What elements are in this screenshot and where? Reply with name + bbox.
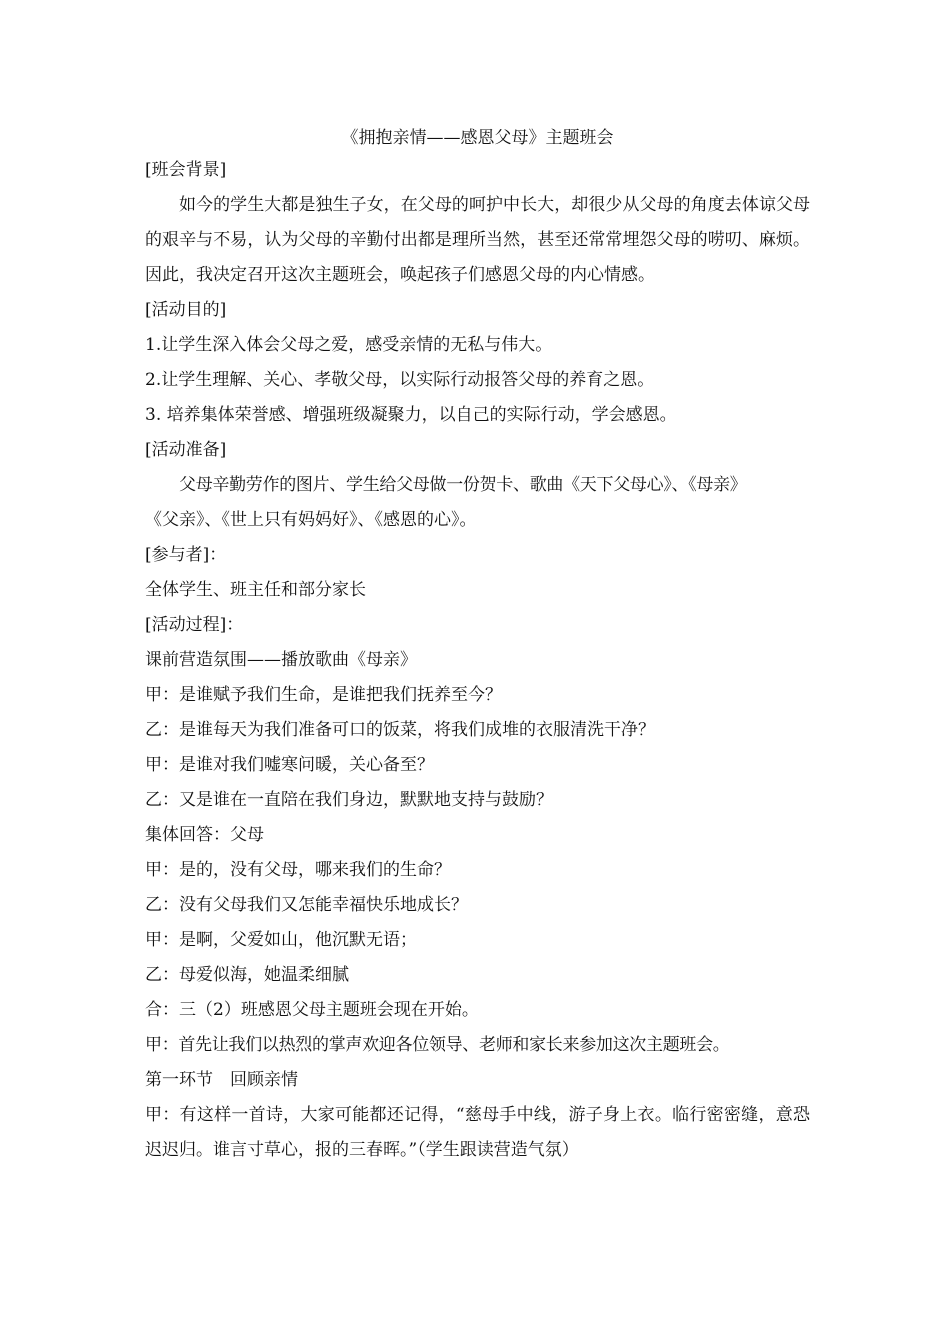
process-line: 甲：首先让我们以热烈的掌声欢迎各位领导、老师和家长来参加这次主题班会。 (145, 1035, 730, 1055)
closing-paragraph: 甲：有这样一首诗，大家可能都还记得，“慈母手中线，游子身上衣。临行密密缝，意恐迟迟归。谁言寸草心，报的三春晖。”（学生跟读营造气氛） (145, 1105, 810, 1160)
process-line: 甲：是谁赋予我们生命，是谁把我们抚养至今？ (145, 685, 502, 705)
participants-text: 全体学生、班主任和部分家长 (145, 580, 366, 600)
purpose-heading: [活动目的] (145, 300, 227, 320)
process-line: 集体回答：父母 (145, 825, 264, 845)
prep-paragraph-line-2: 《父亲》、《世上只有妈妈好》、《感恩的心》。 (145, 510, 477, 530)
section-heading-first: 第一环节 回顾亲情 (145, 1070, 298, 1090)
process-line: 乙：没有父母我们又怎能幸福快乐地成长？ (145, 895, 468, 915)
process-line: 合：三（2）班感恩父母主题班会现在开始。 (145, 1000, 479, 1020)
process-line: 乙：又是谁在一直陪在我们身边，默默地支持与鼓励？ (145, 790, 553, 810)
process-line: 甲：是的，没有父母，哪来我们的生命？ (145, 860, 451, 880)
document-content (145, 123, 810, 1168)
process-line: 甲：是啊，父爱如山，他沉默无语； (145, 930, 417, 950)
participants-heading: [参与者]： (145, 545, 227, 565)
purpose-item-2: 2.让学生理解、关心、孝敬父母，以实际行动报答父母的养育之恩。 (145, 370, 655, 390)
process-line: 乙：母爱似海，她温柔细腻 (145, 965, 349, 985)
document-title: 《拥抱亲情——感恩父母》主题班会 (341, 128, 614, 148)
process-line: 甲：是谁对我们嘘寒问暖，关心备至？ (145, 755, 434, 775)
process-line: 乙：是谁每天为我们准备可口的饭菜，将我们成堆的衣服清洗干净？ (145, 720, 655, 740)
process-heading: [活动过程]： (145, 615, 244, 635)
background-paragraph: 如今的学生大都是独生子女，在父母的呵护中长大，却很少从父母的角度去体谅父母的艰辛与不易，认为父母的辛勤付出都是理所当然，甚至还常常埋怨父母的唠叨、麻烦。因此，我决定召开这次主题班会，唤起孩子们感恩父母的内心情感。 (145, 195, 810, 285)
process-line: 课前营造氛围——播放歌曲《母亲》 (145, 650, 417, 670)
background-heading: [班会背景] (145, 160, 227, 180)
prep-paragraph-line-1: 父母辛勤劳作的图片、学生给父母做一份贺卡、歌曲《天下父母心》、《母亲》 (179, 475, 747, 495)
purpose-item-3: 3. 培养集体荣誉感、增强班级凝聚力，以自己的实际行动，学会感恩。 (145, 405, 677, 425)
purpose-item-1: 1.让学生深入体会父母之爱，感受亲情的无私与伟大。 (145, 335, 553, 355)
prep-heading: [活动准备] (145, 440, 227, 460)
